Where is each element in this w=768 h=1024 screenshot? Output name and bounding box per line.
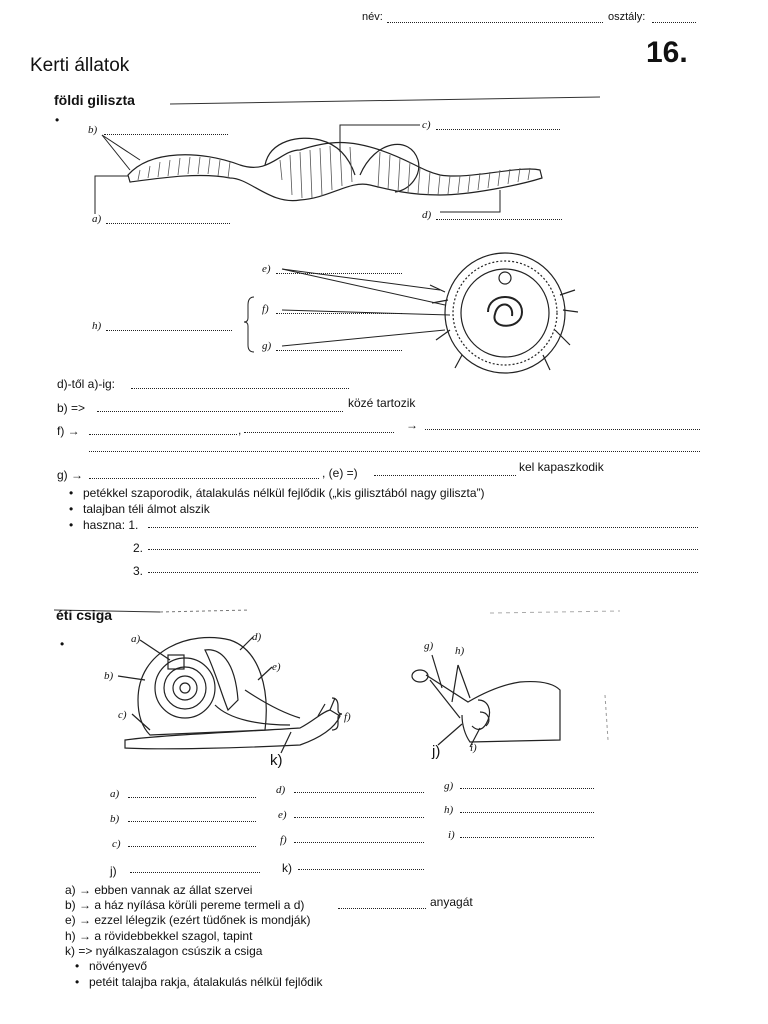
label-b: b): [88, 124, 98, 136]
line-f-comma: ,: [238, 423, 242, 437]
snail-answer-label-k: k): [282, 861, 292, 875]
snail-note-h: h) → a rövidebbekkel szagol, tapint: [65, 929, 253, 943]
snail-answer-j[interactable]: [130, 861, 260, 873]
snail-label-c: c): [118, 709, 127, 721]
bullet-marker: •: [55, 113, 60, 127]
page-title: Kerti állatok: [30, 55, 130, 76]
worm-bullet-1: • petékkel szaporodik, átalakulás nélkül fejlődik („kis gilisztából nagy giliszta”): [83, 486, 485, 500]
snail-label-j: j): [432, 743, 441, 760]
use-number-3: 3.: [133, 564, 144, 578]
snail-label-k: k): [270, 752, 283, 769]
label-g: g): [262, 340, 272, 352]
snail-heading: éti csiga: [56, 607, 113, 623]
name-label: név:: [362, 11, 383, 23]
snail-answer-e[interactable]: [294, 806, 424, 818]
line-f-label: f) →: [57, 424, 80, 438]
line-d-a-label: d)-től a)-ig:: [57, 377, 116, 391]
snail-label-f: f): [344, 711, 351, 723]
label-d: d): [422, 209, 432, 221]
snail-answer-i[interactable]: [460, 826, 594, 838]
line-b-suffix: közé tartozik: [348, 396, 416, 410]
line-b-label: b) =>: [57, 401, 86, 415]
earthworm-heading: földi giliszta: [54, 92, 135, 108]
snail-answer-label-j: j): [110, 864, 117, 878]
snail-answer-c[interactable]: [128, 835, 256, 847]
worm-bullet-3: • haszna: 1.: [83, 518, 138, 532]
snail-answer-label-c: c): [112, 838, 121, 850]
snail-note-a: a) → ebben vannak az állat szervei: [65, 883, 253, 897]
snail-label-d: d): [252, 631, 262, 643]
snail-bullet-eggs: • petéit talajba rakja, átalakulás nélkül fejlődik: [89, 975, 322, 989]
snail-answer-label-g: g): [444, 780, 454, 792]
snail-label-h: h): [455, 645, 465, 657]
snail-bullet-herbivore: • növényevő: [89, 959, 147, 973]
page-number: 16.: [646, 36, 688, 69]
snail-label-i: i): [470, 742, 477, 754]
snail-answer-label-h: h): [444, 804, 454, 816]
snail-answer-f[interactable]: [294, 831, 424, 843]
snail-note-b: b) → a ház nyílása körüli pereme termeli a d): [65, 898, 305, 912]
snail-answer-label-f: f): [280, 834, 287, 846]
snail-answer-g[interactable]: [460, 777, 594, 789]
snail-note-e: e) → ezzel lélegzik (ezért tüdőnek is mondják): [65, 913, 311, 927]
snail-answer-d[interactable]: [294, 781, 424, 793]
snail-answer-label-d: d): [276, 784, 286, 796]
label-f: f): [262, 303, 269, 315]
label-a: a): [92, 213, 102, 225]
line-g-middle: , (e) =): [322, 466, 358, 480]
line-f-arrow: →: [406, 418, 418, 432]
snail-answer-a[interactable]: [128, 786, 256, 798]
label-h: h): [92, 320, 102, 332]
snail-answer-k[interactable]: [298, 858, 424, 870]
snail-label-e: e): [272, 661, 281, 673]
snail-answer-label-e: e): [278, 809, 287, 821]
bullet-marker-snail: •: [60, 637, 65, 651]
snail-label-a: a): [131, 633, 141, 645]
use-number-2: 2.: [133, 541, 144, 555]
snail-answer-b[interactable]: [128, 810, 256, 822]
label-c: c): [422, 119, 431, 131]
snail-answer-label-i: i): [448, 829, 455, 841]
snail-answer-h[interactable]: [460, 801, 594, 813]
snail-note-k: k) => nyálkaszalagon csúszik a csiga: [65, 944, 263, 958]
snail-answer-label-a: a): [110, 788, 120, 800]
snail-label-b: b): [104, 670, 114, 682]
class-label: osztály:: [608, 11, 646, 23]
snail-note-b-field[interactable]: [338, 897, 426, 909]
snail-note-b-suffix: anyagát: [430, 895, 473, 909]
label-e: e): [262, 263, 271, 275]
snail-answer-label-b: b): [110, 813, 120, 825]
worm-bullet-2: • talajban téli álmot alszik: [83, 502, 210, 516]
line-g-label: g) →: [57, 468, 84, 482]
snail-label-g: g): [424, 640, 434, 652]
line-g-suffix: kel kapaszkodik: [519, 460, 604, 474]
